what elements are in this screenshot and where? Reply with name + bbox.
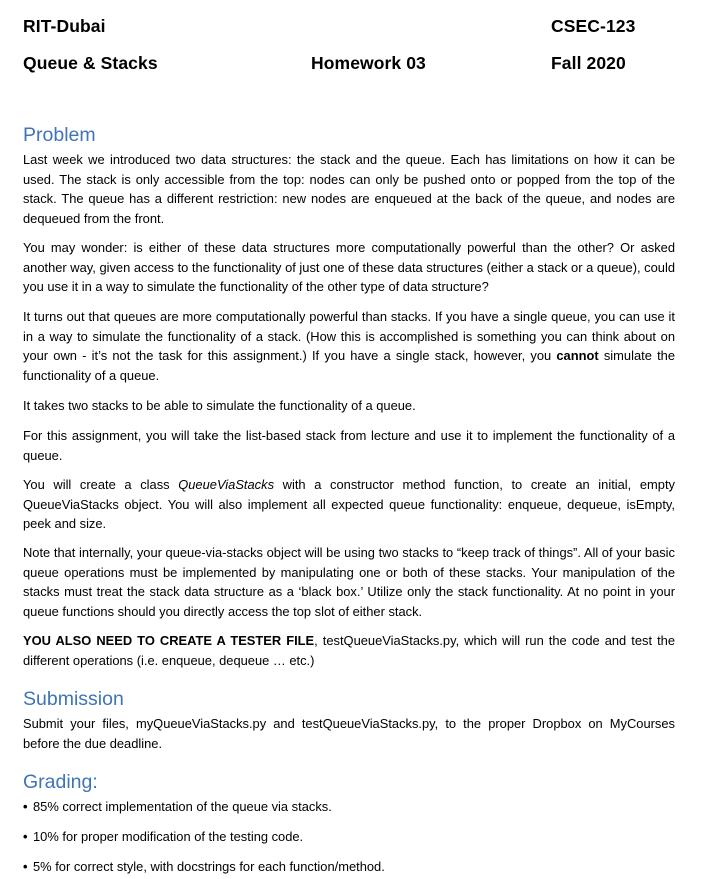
paragraph-text: Submit your files, myQueueViaStacks.py and testQueueViaStacks.py, to the proper Dropbox on MyCourses before the due deadline. [23,716,675,751]
bullet-icon: • [23,799,28,814]
topic-title: Queue & Stacks [23,53,158,73]
paragraph-text [23,475,675,534]
grading-item-text: 10% for proper modification of the testing code. [33,829,304,844]
paragraph-text [23,631,675,670]
grading-item [23,857,675,877]
grading-item [23,797,675,817]
grading-heading: Grading: [23,771,98,793]
paragraph-text: For this assignment, you will take the list-based stack from lecture and use it to implement the functionality of a queue. [23,428,675,463]
text-run: simulate the functionality of a queue. [23,348,675,383]
problem-paragraph-6 [23,475,675,534]
course-code: CSEC-123 [551,16,636,36]
term: Fall 2020 [551,53,626,73]
problem-paragraph-8 [23,631,675,670]
problem-paragraph-7 [23,543,675,621]
text-run: , testQueueViaStacks.py, which will run the code and test the different operations (i.e. enqueue, dequeue … etc.) [23,633,675,668]
paragraph-text: Note that internally, your queue-via-stacks object will be using two stacks to “keep track of things”. All of your basic queue operations must be implemented by manipulating one or both of these stacks. Your manipulation of the stacks must treat the stack data structure as a ‘black box.’ Utilize only the stack functionality. At no point in your queue functions should you directly access the top slot of either stack. [23,545,675,619]
problem-paragraph-3 [23,307,675,385]
problem-paragraph-1 [23,150,675,228]
submission-paragraph [23,714,675,753]
problem-heading: Problem [23,124,96,146]
problem-paragraph-5 [23,426,675,465]
paragraph-text: Last week we introduced two data structures: the stack and the queue. Each has limitations on how it can be used. The stack is only accessible from the top: nodes can only be pushed onto or popped from the top of the stack. The queue has a different restriction: new nodes are enqueued at the back of the queue, and nodes are dequeued from the front. [23,152,675,226]
assignment-title: Homework 03 [311,53,426,73]
class-name: QueueViaStacks [178,477,275,492]
text-run: You will create a class [23,477,179,492]
text-run: It turns out that queues are more computationally powerful than stacks. If you have a single queue, you can use it in a way to simulate the functionality of a stack. (How this is accomplished is something you can think about on your own - it’s not the task for this assignment.) If you have a single stack, however, you [23,309,675,363]
grading-item-text: 5% for correct style, with docstrings for each function/method. [33,859,385,874]
bullet-icon: • [23,859,28,874]
paragraph-text: It takes two stacks to be able to simulate the functionality of a queue. [23,398,416,413]
paragraph-text [23,307,675,385]
paragraph-text: You may wonder: is either of these data structures more computationally powerful than the other? Or asked another way, given access to the functionality of just one of these data structures (either a stack or a queue), could you use it in a way to simulate the functionality of the other type of data structure? [23,240,675,294]
grading-item-text: 85% correct implementation of the queue via stacks. [33,799,332,814]
grading-item [23,827,675,847]
tester-file-emphasis: YOU ALSO NEED TO CREATE A TESTER FILE [23,633,315,648]
submission-heading: Submission [23,688,124,710]
text-run: with a constructor method function, to create an initial, empty QueueViaStacks object. You will also implement all expected queue functionality: enqueue, dequeue, isEmpty, peek and size. [23,477,675,531]
problem-paragraph-4 [23,396,675,416]
emphasis-cannot: cannot [556,348,599,363]
problem-paragraph-2 [23,238,675,297]
school-name: RIT-Dubai [23,16,106,36]
bullet-icon: • [23,829,28,844]
